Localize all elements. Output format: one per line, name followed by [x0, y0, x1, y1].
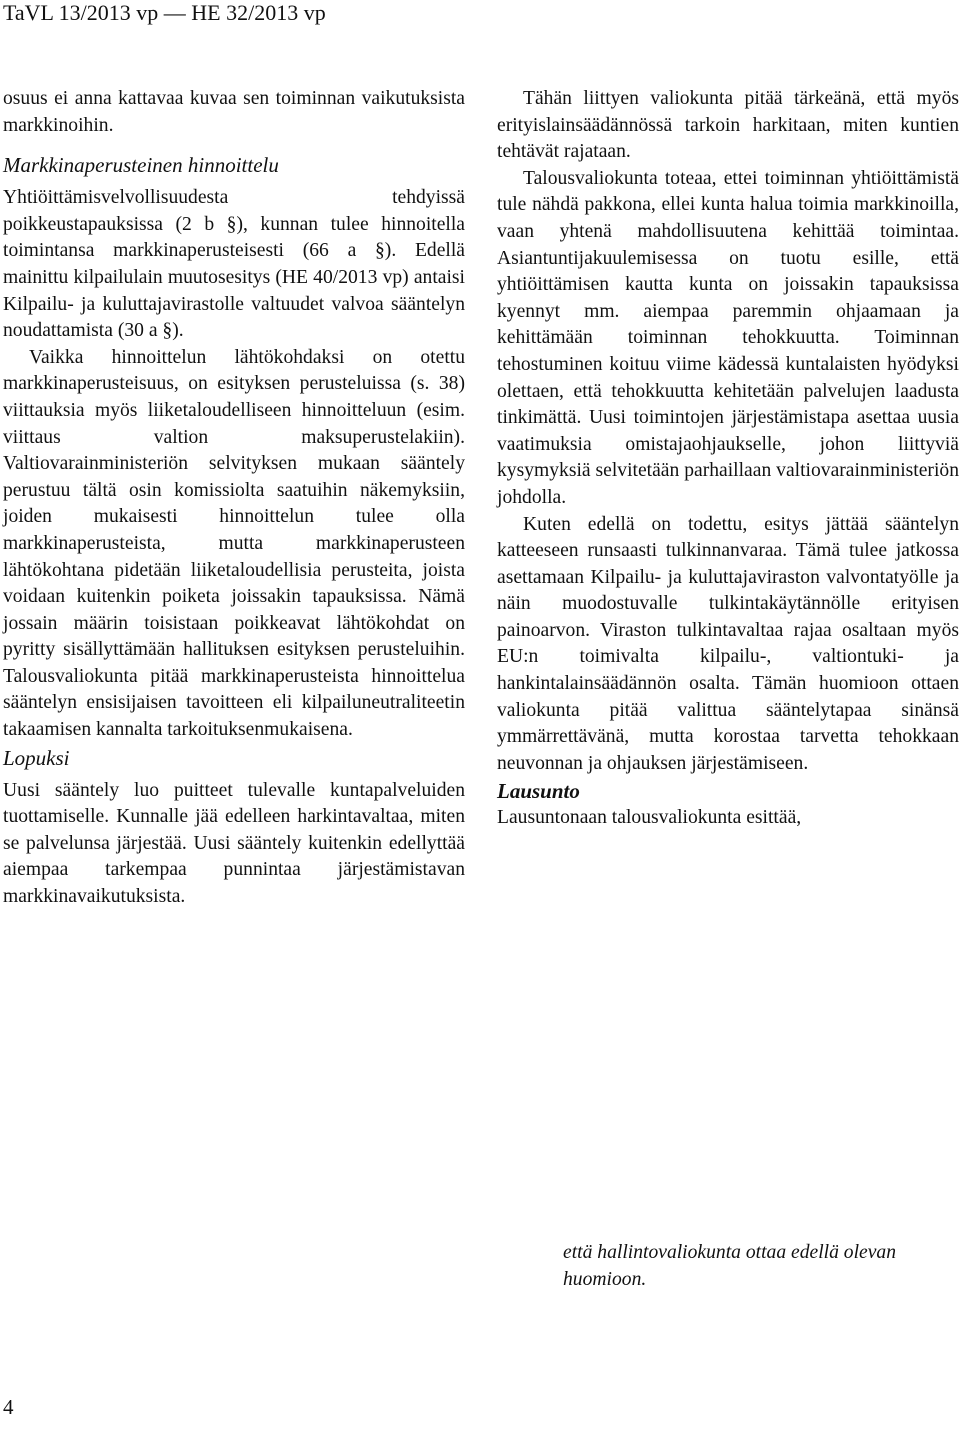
section-heading-conclusion: Lopuksi: [3, 745, 70, 770]
statement-text: että hallintovaliokunta ottaa edellä olevan huomioon.: [563, 1242, 897, 1290]
left-paragraph-2: Yhtiöittämisvelvollisuudesta tehdyissä poikkeustapauksissa (2 b §), kunnan tulee hinnoitella toimintansa markkinaperusteisesti (66 a §). Edellä mainittu kilpailulain muutosesitys (HE 40/2013 vp) antaisi Kilpailu- ja kuluttajavirastolle valtuudet valvoa sääntelyn noudattamista (30 a §).: [3, 187, 465, 342]
page-number: 4: [3, 1395, 14, 1419]
right-column: [497, 86, 959, 832]
left-column: [3, 86, 465, 911]
section-heading-pricing: Markkinaperusteinen hinnoittelu: [3, 153, 279, 178]
left-paragraph-3: Vaikka hinnoittelun lähtökohdaksi on otettu markkinaperusteisuus, on esityksen perusteluissa (s. 38) viittauksia myös liiketaloudelliseen hinnoitteluun (esim. viittaus valtion maksuperustelakiin). Valtiovarainministeriön selvityksen mukaan sääntely perustuu tältä osin komissiolta saatuihin näkemyksiin, joiden mukaisesti hinnoittelun tulee olla markkinaperusteista, mutta markkinaperusteen lähtökohtana pidetään liiketaloudellisia perusteita, joista voidaan kuitenkin poiketa joissakin tapauksissa. Nämä jossain määrin toisistaan poikkeavat lähtökohdat on pyritty sisällyttämään hallituksen esityksen perusteluihin. Talousvaliokunta pitää markkinaperusteista hinnoittelua sääntelyn ensisijaisen tavoitteen eli kilpailuneutraliteetin takaamisen kannalta tarkoituksenmukaisena.: [3, 346, 465, 741]
right-paragraph-1: Tähän liittyen valiokunta pitää tärkeänä, että myös erityislainsäädännössä tarkoin harkitaan, miten kuntien tehtävät rajataan.: [497, 88, 959, 163]
left-paragraph-4: Uusi sääntely luo puitteet tulevalle kuntapalveluiden tuottamiselle. Kunnalle jää edelleen harkintavaltaa, miten se palvelunsa järjestää. Uusi sääntely kuitenkin edellyttää aiempaa tarkempaa punnintaa järjestämistavan markkinavaikutuksista.: [3, 779, 465, 908]
page-header: TaVL 13/2013 vp — HE 32/2013 vp: [3, 0, 326, 25]
section-heading-statement: Lausunto: [497, 779, 580, 804]
left-paragraph-1: osuus ei anna kattavaa kuvaa sen toiminnan vaikutuksista markkinoihin.: [3, 88, 465, 136]
right-paragraph-3: Kuten edellä on todettu, esitys jättää sääntelyn katteeseen runsaasti tulkinnanvaraa. Tämä tulee jatkossa asettamaan Kilpailu- ja kuluttajaviraston valvontatyölle ja näin muodostuvalle tulkintakäytännölle erityisen painoarvon. Viraston tulkintavaltaa rajaa osaltaan myös EU:n toimivalta kilpailu-, valtiontuki- ja hankintalainsäädännön osalta. Tämän huomioon ottaen valiokunta pitää valittua sääntelytapaa sinänsä ymmärrettävänä, mutta korostaa tarvetta tehokkaan neuvonnan ja ohjauksen järjestämiseen.: [497, 513, 959, 774]
statement-intro: Lausuntonaan talousvaliokunta esittää,: [497, 807, 802, 829]
right-paragraph-2: Talousvaliokunta toteaa, ettei toiminnan yhtiöittämistä tule nähdä pakkona, ellei kunta halua toimia markkinoilla, vaan yhtenä mahdollisuutena kehittää toimintaa. Asiantuntijakuulemisessa on tuotu esille, että yhtiöittämisen kautta kunta on joissakin tapauksissa kyennyt mm. aiempaa paremmin ohjaamaan ja kehittämään toiminnan tehokkuutta. Toiminnan tehostuminen koituu viime kädessä kuntalaisten hyödyksi olettaen, että tehokkuutta kehitetään palvelujen laadusta tinkimättä. Uusi toimintojen järjestämistapa asettaa uusia vaatimuksia omistajaohjaukselle, johon liittyviä kysymyksiä selvitetään parhaillaan valtiovarainministeriön johdolla.: [497, 167, 959, 508]
